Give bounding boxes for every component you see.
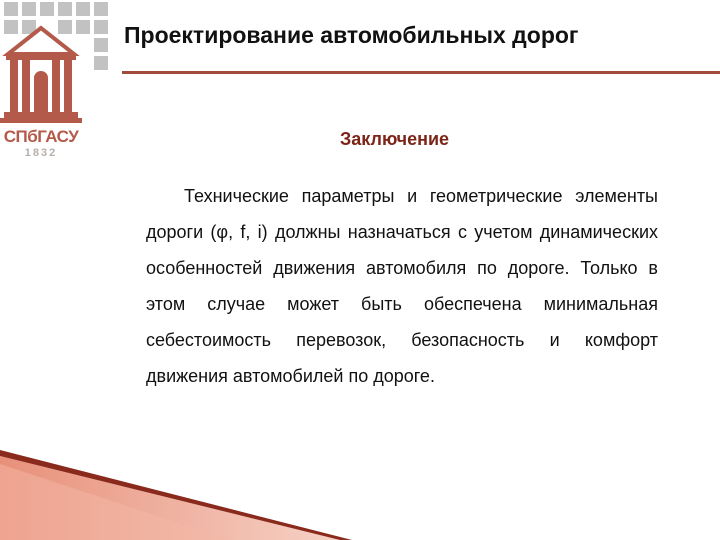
building-emblem-icon [0, 18, 82, 128]
corner-decoration [0, 450, 720, 540]
logo-name: СПбГАСУ [3, 127, 79, 146]
body-paragraph [146, 178, 658, 394]
title-divider [122, 71, 720, 74]
paragraph-text: Технические параметры и геометрические элементы дороги (φ, f, i) должны назначаться с учетом динамических особенностей движения автомобиля по дороге. Только в этом случае может быть обеспечена минимальная себестоимость перевозок, безопасность и комфорт движения автомобилей по дороге. [146, 186, 658, 386]
logo [0, 0, 110, 165]
logo-year: 1832 [24, 147, 58, 159]
section-heading: Заключение [340, 129, 450, 149]
slide-title: Проектирование автомобильных дорог [124, 22, 579, 48]
